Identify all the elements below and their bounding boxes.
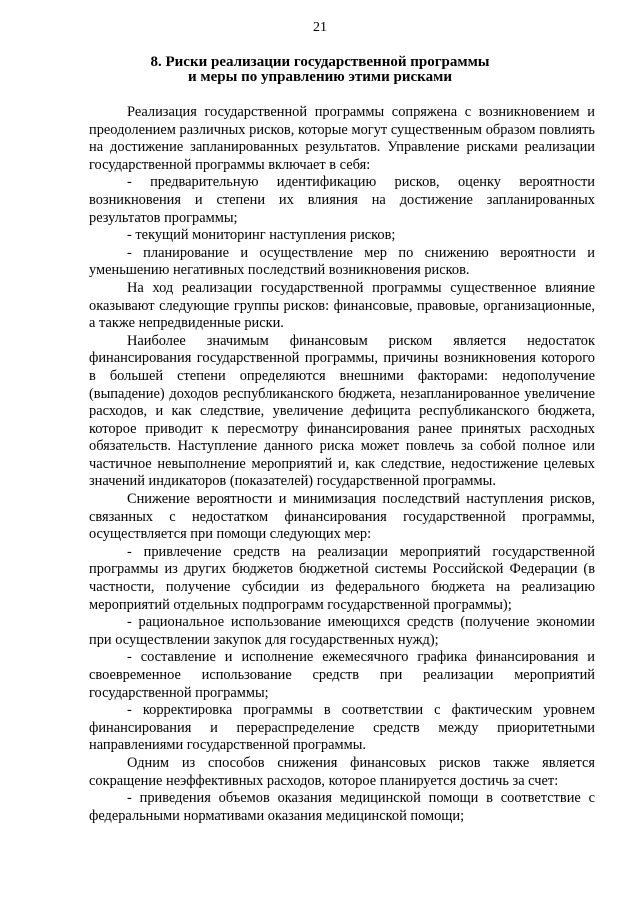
list-item-rational-use: - рациональное использование имеющихся средств (получение экономии при осуществлении закупок для государственных нужд); <box>89 614 595 648</box>
body-text <box>89 104 595 825</box>
paragraph-risk-groups: На ход реализации государственной программы существенное влияние оказывают следующие группы рисков: финансовые, правовые, организационные, а также непредвиденные риски. <box>89 279 595 332</box>
paragraph-financial-risk: Наиболее значимым финансовым риском является недостаток финансирования государственной программы, причины возникновения которого в большей степени определяются внешними факторами: недополучение (выпадение) доходов республиканского бюджета, незапланированное увеличение расходов, и как следствие, увеличение дефицита республиканского бюджета, которое приводит к пересмотру финансирования ранее принятых расходных обязательств. Наступление данного риска может повлечь за собой полное или частичное невыполнение мероприятий и, как следствие, недостижение целевых значений индикаторов (показателей) государственной программы. <box>89 332 595 490</box>
list-item-attracting-funds: - привлечение средств на реализации мероприятий государственной программы из других бюджетов бюджетной системы Российской Федерации (в частности, получение субсидии из федерального бюджета на реализацию мероприятий отдельных подпрограмм государственной программы); <box>89 543 595 613</box>
list-item-monitoring: - текущий мониторинг наступления рисков; <box>127 227 396 244</box>
list-item-monthly-schedule: - составление и исполнение ежемесячного графика финансирования и своевременное использование средств при реализации мероприятий государственной программы; <box>89 649 595 701</box>
section-title-line-1: 8. Риски реализации государственной программы <box>150 54 490 70</box>
paragraph-intro: Реализация государственной программы сопряжена с возникновением и преодолением различных рисков, которые могут существенным образом повлиять на достижение запланированных результатов. Управление рисками реализации государственной программы включает в себя: <box>89 104 595 173</box>
section-title-line-2: и меры по управлению этими рисками <box>188 69 452 85</box>
page-number: 21 <box>313 20 327 35</box>
paragraph-mitigation-measures: Снижение вероятности и минимизация последствий наступления рисков, связанных с недостатком финансирования государственной программы, осуществляется при помощи следующих мер: <box>89 491 595 543</box>
list-item-identification: - предварительную идентификацию рисков, оценку вероятности возникновения и степени их влияния на достижение запланированных результатов программы; <box>89 174 595 226</box>
list-item-medical-volumes: - приведения объемов оказания медицинской помощи в соответствие с федеральными нормативами оказания медицинской помощи; <box>89 790 595 824</box>
list-item-program-adjustment: - корректировка программы в соответствии с фактическим уровнем финансирования и перераспределение средств между приоритетными направлениями государственной программы. <box>89 702 595 754</box>
paragraph-cost-reduction: Одним из способов снижения финансовых рисков также является сокращение неэффективных расходов, которое планируется достичь за счет: <box>89 754 595 789</box>
list-item-planning: - планирование и осуществление мер по снижению вероятности и уменьшению негативных последствий возникновения рисков. <box>89 244 595 279</box>
section-heading <box>60 55 580 85</box>
